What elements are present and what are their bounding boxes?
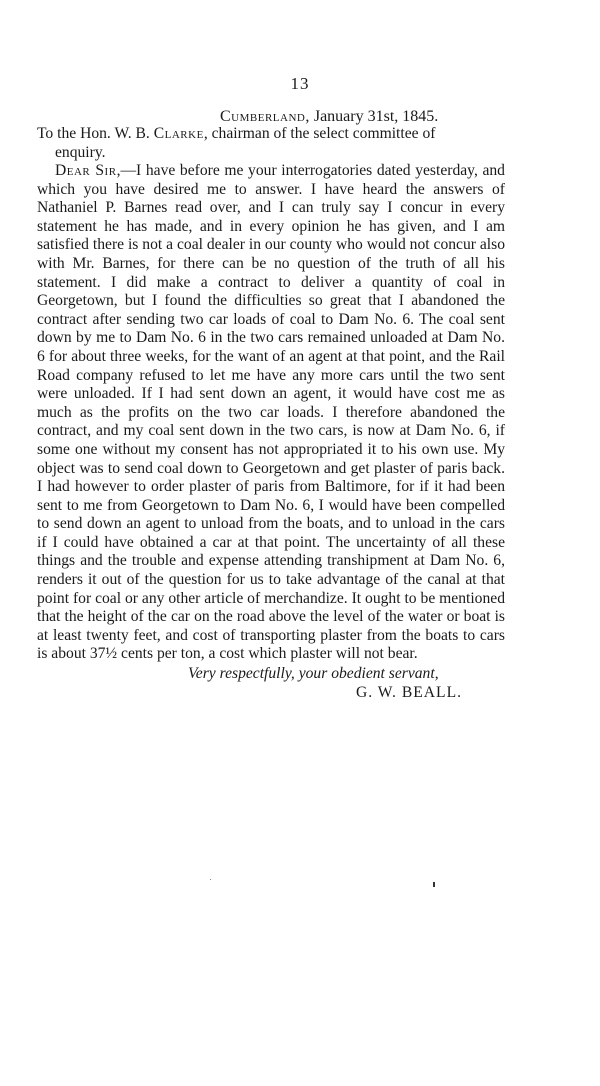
salutation: Dear Sir: [55, 162, 117, 179]
signature: G. W. BEALL.: [356, 684, 462, 701]
body-paragraph: ,—I have before me your interrogatories dated yesterday, and which you have desired me to answer. I have heard the answers of Nathaniel P. Barnes read over, and I can truly say I concur in every statement he has made, and in every opinion he has given, and I am satisfied there is not a coal dealer in our county who would not concur also with Mr. Barnes, for there can be no question of the truth of all his statement. I did make a contract to deliver a quantity of coal in Georgetown, but I found the difficulties so great that I abandoned the contract after sending two car loads of coal to Dam No. 6. The coal sent down by me to Dam No. 6 in the two cars remained unloaded at Dam No. 6 for about three weeks, for the want of an agent at that point, and the Rail Road company refused to let me have any more cars until the two sent were unloaded. If I had sent down an agent, it would have cost me as much as the profits on the two car loads. I therefore abandoned the contract, and my coal sent down in the two cars, is now at Dam No. 6, if some one without my consent has not appropriated it to his own use. My object was to send coal down to Georgetown and get plaster of paris back. I had however to order plaster of paris from Baltimore, for if it had been sent to me from Georgetown to Dam No. 6, I would have been compelled to send down an agent to unload from the boats, and to unload in the cars if I could have obtained a car at that point. The uncertainty of all these things and the trouble and expense attending transhipment at Dam No. 6, renders it out of the question for us to take advantage of the canal at that point for coal or any other article of merchandize. It ought to be mentioned that the height of the car on the road above the level of the water or boat is at least twenty feet, and cost of transporting plaster from the boats to cars is about 37½ cents per ton, a cost which plaster will not bear.: [37, 162, 505, 663]
address-continuation: enquiry.: [55, 143, 106, 161]
address-rest: , chairman of the select committee of: [203, 125, 436, 142]
address-lead: To the Hon. W. B.: [37, 125, 154, 142]
address-name: Clarke: [153, 125, 204, 142]
inside-address: [37, 125, 507, 162]
ink-speck: [210, 879, 211, 880]
letter-body: [37, 162, 505, 664]
dateline: [220, 108, 438, 126]
page-number: 13: [290, 74, 310, 93]
dateline-place: Cumberland,: [220, 108, 310, 125]
dateline-date: January 31st, 1845.: [309, 108, 439, 125]
complimentary-close: Very respectfully, your obedient servant,: [188, 665, 439, 682]
ink-speck: [433, 882, 435, 887]
